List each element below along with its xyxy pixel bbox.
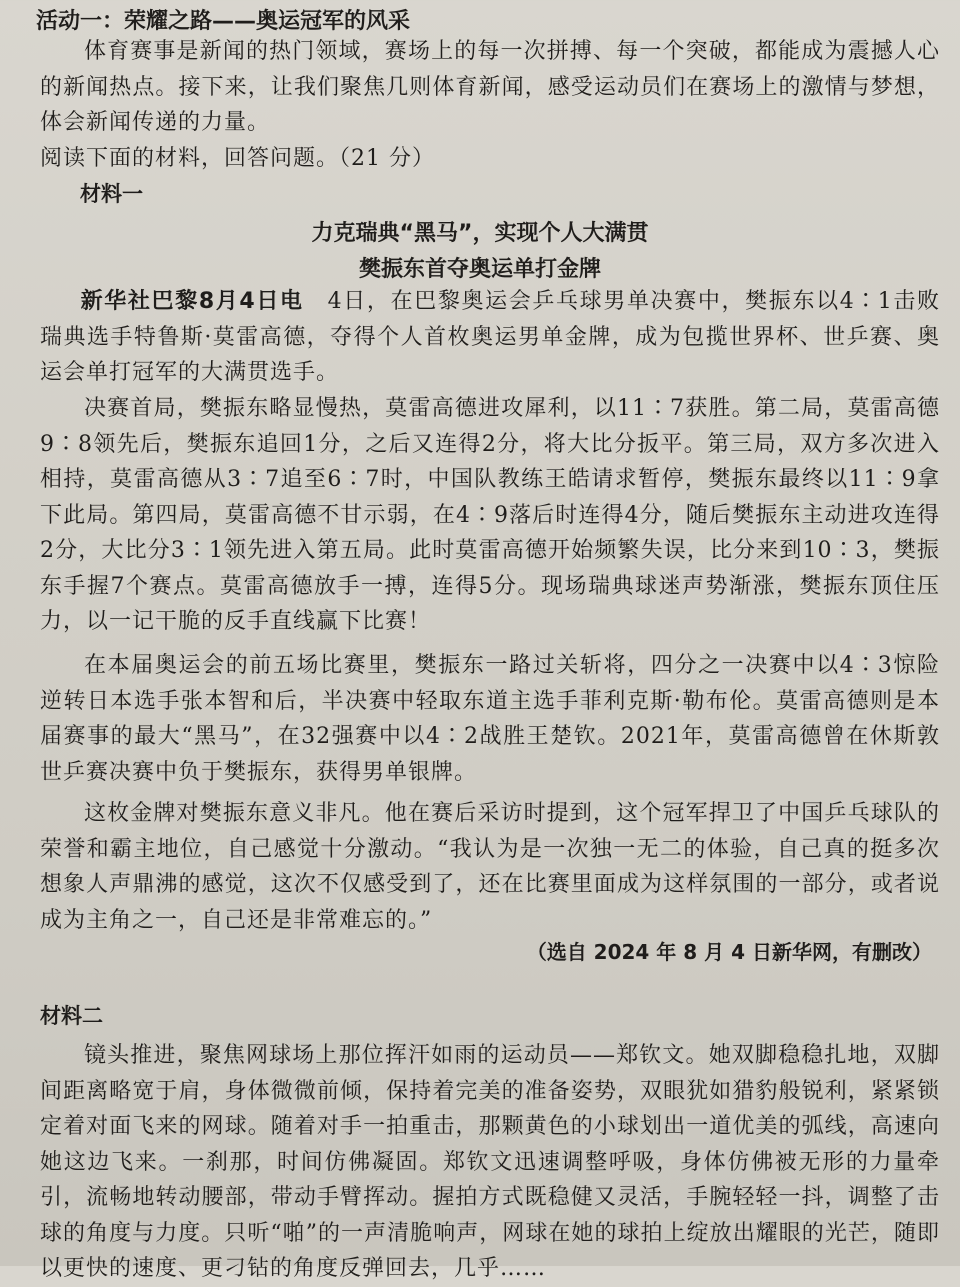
activity-title: 活动一：荣耀之路——奥运冠军的风采	[36, 9, 411, 34]
lead-paragraph	[40, 284, 940, 391]
source-citation: （选自 2024 年 8 月 4 日新华网，有删改）	[526, 940, 932, 964]
material-two-label: 材料二	[40, 1004, 103, 1028]
intro-paragraph: 体育赛事是新闻的热门领域，赛场上的每一次拼搏、每一个突破，都能成为震撼人心的新闻热点。接下来，让我们聚焦几则体育新闻，感受运动员们在赛场上的激情与梦想，体会新闻传递的力量。	[40, 39, 940, 135]
interview-paragraph: 这枚金牌对樊振东意义非凡。他在赛后采访时提到，这个冠军捍卫了中国乒乓球队的荣誉和霸主地位，自己感觉十分激动。“我认为是一次独一无二的体验，自己真的挺多次想象人声鼎沸的感觉，这次不仅感受到了，还在比赛里面成为这样氛围的一部分，或者说成为主角之一，自己还是非常难忘的。”	[40, 801, 940, 933]
tournament-paragraph: 在本届奥运会的前五场比赛里，樊振东一路过关斩将，四分之一决赛中以4∶3惊险逆转日本选手张本智和后，半决赛中轻取东道主选手菲利克斯·勒布伦。莫雷高德则是本届赛事的最大“黑马”，在32强赛中以4∶2战胜王楚钦。2021年，莫雷高德曾在休斯敦世乒赛决赛中负于樊振东，获得男单银牌。	[40, 653, 940, 785]
material-one-label: 材料一	[80, 182, 143, 206]
material-two-paragraph: 镜头推进，聚焦网球场上那位挥汗如雨的运动员——郑钦文。她双脚稳稳扎地，双脚间距离略宽于肩，身体微微前倾，保持着完美的准备姿势，双眼犹如猎豹般锐利，紧紧锁定着对面飞来的网球。随着对手一拍重击，那颗黄色的小球划出一道优美的弧线，高速向她这边飞来。一刹那，时间仿佛凝固。郑钦文迅速调整呼吸，身体仿佛被无形的力量牵引，流畅地转动腰部，带动手臂挥动。握拍方式既稳健又灵活，手腕轻轻一抖，调整了击球的角度与力度。只听“啪”的一声清脆响声，网球在她的球拍上绽放出耀眼的光芒，随即以更快的速度、更刁钻的角度反弹回去，几乎……	[40, 1043, 940, 1281]
headline-main: 力克瑞典“黑马”，实现个人大满贯	[311, 221, 649, 246]
headline-sub: 樊振东首夺奥运单打金牌	[358, 257, 601, 282]
match-paragraph: 决赛首局，樊振东略显慢热，莫雷高德进攻犀利，以11∶7获胜。第二局，莫雷高德9∶8领先后，樊振东追回1分，之后又连得2分，将大比分扳平。第三局，双方多次进入相持，莫雷高德从3∶7追至6∶7时，中国队教练王皓请求暂停，樊振东最终以11∶9拿下此局。第四局，莫雷高德不甘示弱，在4∶9落后时连得4分，随后樊振东主动进攻连得2分，大比分3∶1领先进入第五局。此时莫雷高德开始频繁失误，比分来到10∶3，樊振东手握7个赛点。莫雷高德放手一搏，连得5分。现场瑞典球迷声势渐涨，樊振东顶住压力，以一记干脆的反手直线赢下比赛！	[40, 396, 940, 634]
lead-text: 4日，在巴黎奥运会乒乓球男单决赛中，樊振东以4∶1击败瑞典选手特鲁斯·莫雷高德，夺得个人首枚奥运男单金牌，成为包揽世界杯、世乒赛、奥运会单打冠军的大满贯选手。	[40, 289, 940, 385]
reading-instruction: 阅读下面的材料，回答问题。（21 分）	[40, 146, 435, 171]
dateline: 新华社巴黎8月4日电	[80, 289, 304, 314]
